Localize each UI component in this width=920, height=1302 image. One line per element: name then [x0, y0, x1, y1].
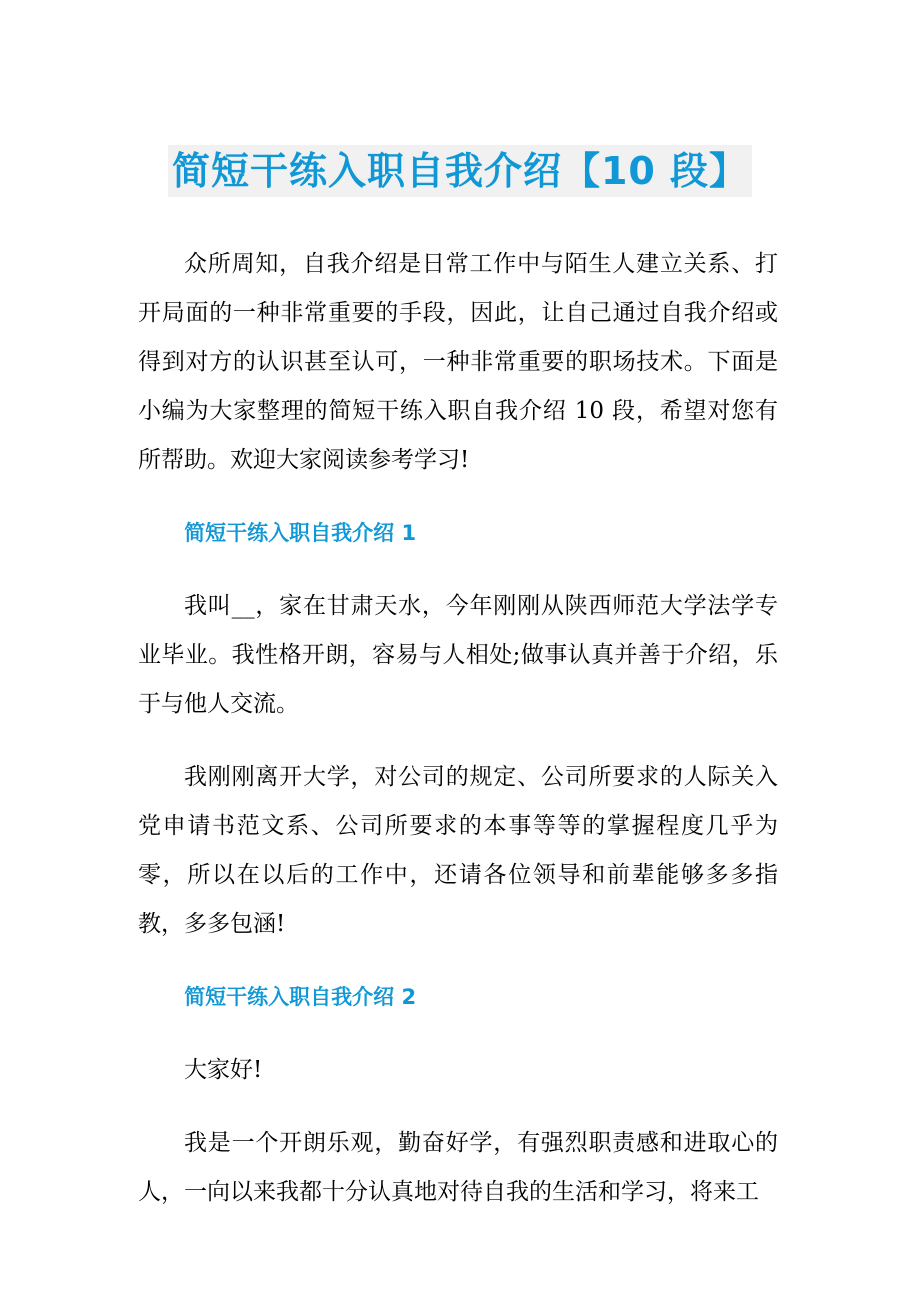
section-2-paragraph-1: 大家好! — [184, 1057, 263, 1083]
title-container — [0, 120, 920, 223]
document-title: 简短干练入职自我介绍【10 段】 — [168, 145, 752, 197]
intro-paragraph: 众所周知，自我介绍是日常工作中与陌生人建立关系、打开局面的一种非常重要的手段，因此，让自己通过自我介绍或得到对方的认识甚至认可，一种非常重要的职场技术。下面是小编为大家整理的简短干练入职自我介绍 10 段，希望对您有所帮助。欢迎大家阅读参考学习! — [138, 251, 778, 473]
section-heading-2: 简短干练入职自我介绍 2 — [184, 985, 417, 1009]
document-body — [138, 240, 778, 1241]
section-1-paragraph-1: 我叫__，家在甘肃天水，今年刚刚从陕西师范大学法学专业毕业。我性格开朗，容易与人相处;做事认真并善于介绍，乐于与他人交流。 — [138, 593, 778, 717]
section-1-paragraph-2: 我刚刚离开大学，对公司的规定、公司所要求的人际关入党申请书范文系、公司所要求的本事等等的掌握程度几乎为零，所以在以后的工作中，还请各位领导和前辈能够多多指教，多多包涵! — [138, 764, 778, 937]
section-2-paragraph-2: 我是一个开朗乐观，勤奋好学，有强烈职责感和进取心的人，一向以来我都十分认真地对待自我的生活和学习，将来工 — [138, 1130, 778, 1205]
section-heading-1: 简短干练入职自我介绍 1 — [184, 521, 417, 545]
